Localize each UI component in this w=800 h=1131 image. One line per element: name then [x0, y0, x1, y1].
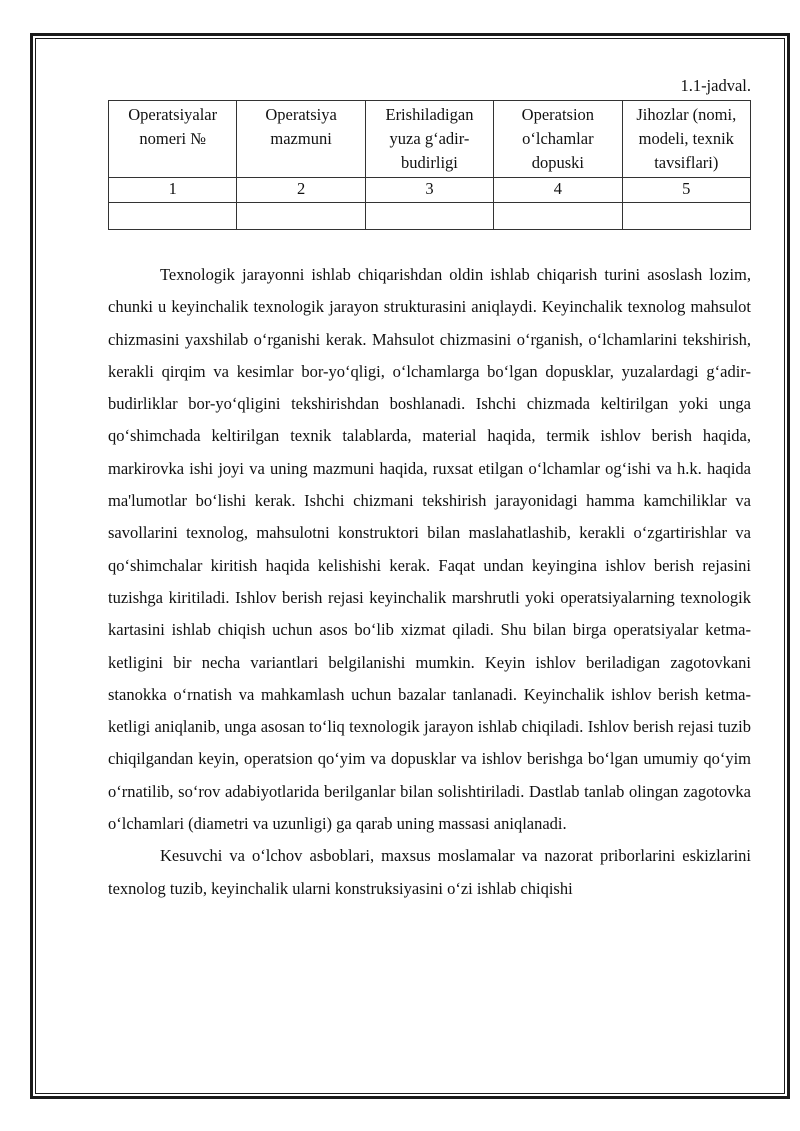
paragraph: Texnologik jarayonni ishlab chiqarishdan oldin ishlab chiqarish turini asoslash lozim, chunki u keyinchalik texnologik jarayon strukturasini aniqlaydi. Keyinchalik texnolog mahsulot chizmasini yaxshilab o‘rganishi kerak. Mahsulot chizmasini o‘rganish, o‘lchamlarini tekshirish, kerakli qirqim va kesimlar bor-yo‘qligi, o‘lchamlarga bo‘lgan dopusklar, yuzalardagi g‘adir-budirliklar bor-yo‘qligini tekshirishdan boshlanadi. Ishchi chizmada keltirilgan yoki unga qo‘shimchada keltirilgan texnik talablarda, material haqida, termik ishlov berish haqida, markirovka ishi joyi va uning mazmuni haqida, ruxsat etilgan o‘lchamlar og‘ishi va h.k. haqida ma'lumotlar bo‘lishi kerak. Ishchi chizmani tekshirish jarayonidagi hamma kamchiliklar va savollarini texnolog, mahsulotni konstruktori bilan maslahatlashib, kerakli o‘zgartirishlar va qo‘shimchalar kiritish haqida kelishishi kerak. Faqat undan keyingina ishlov berish rejasini tuzishga kiritiladi. Ishlov berish rejasi keyinchalik marshrutli yoki operatsiyalarning texnologik kartasini ishlab chiqish uchun asos bo‘lib xizmat qiladi. Shu bilan birga operatsiyalar ketma-ketligini bir necha variantlari belgilanishi mumkin. Keyin ishlov beriladigan zagotovkani stanokka o‘rnatish va mahkamlash uchun bazalar tanlanadi. Keyinchalik ishlov berish ketma-ketligi aniqlanib, unga asosan to‘liq texnologik jarayon ishlab chiqiladi. Ishlov berish rejasi tuzib chiqilgandan keyin, operatsion qo‘yim va dopusklar va ishlov berishga bo‘lgan umumiy qo‘yim o‘rnatilib, so‘rov adabiyotlarida berilganlar bilan solishtiriladi. Dastlab tanlab olingan zagotovka o‘lchamlari (diametri va uzunligi) ga qarab uning massasi aniqlanadi. [108, 265, 751, 834]
column-number-cell: 3 [365, 178, 493, 203]
empty-cell [494, 203, 622, 230]
operations-table [108, 100, 751, 230]
column-number-cell: 2 [237, 178, 365, 203]
page-content [108, 74, 751, 905]
column-number-cell: 4 [494, 178, 622, 203]
body-text [108, 259, 751, 905]
header-cell-operation-content: Operatsiya mazmuni [237, 101, 365, 178]
empty-cell [237, 203, 365, 230]
header-cell-dimension-tolerance: Operatsion o‘lchamlar dopuski [494, 101, 622, 178]
header-cell-equipment: Jihozlar (nomi, modeli, texnik tavsiflari) [622, 101, 750, 178]
header-cell-operation-number: Operatsiyalar nomeri № [109, 101, 237, 178]
paragraph: Kesuvchi va o‘lchov asboblari, maxsus moslamalar va nazorat priborlarini eskizlarini texnolog tuzib, keyinchalik ularni konstruksiyasini o‘zi ishlab chiqishi [108, 846, 751, 898]
table-header-row [109, 101, 751, 178]
column-number-cell: 5 [622, 178, 750, 203]
table-caption: 1.1-jadval. [680, 76, 751, 95]
column-number-cell: 1 [109, 178, 237, 203]
table-empty-row [109, 203, 751, 230]
empty-cell [622, 203, 750, 230]
table-column-number-row [109, 178, 751, 203]
header-cell-surface-roughness: Erishiladigan yuza g‘adir-budirligi [365, 101, 493, 178]
empty-cell [109, 203, 237, 230]
empty-cell [365, 203, 493, 230]
